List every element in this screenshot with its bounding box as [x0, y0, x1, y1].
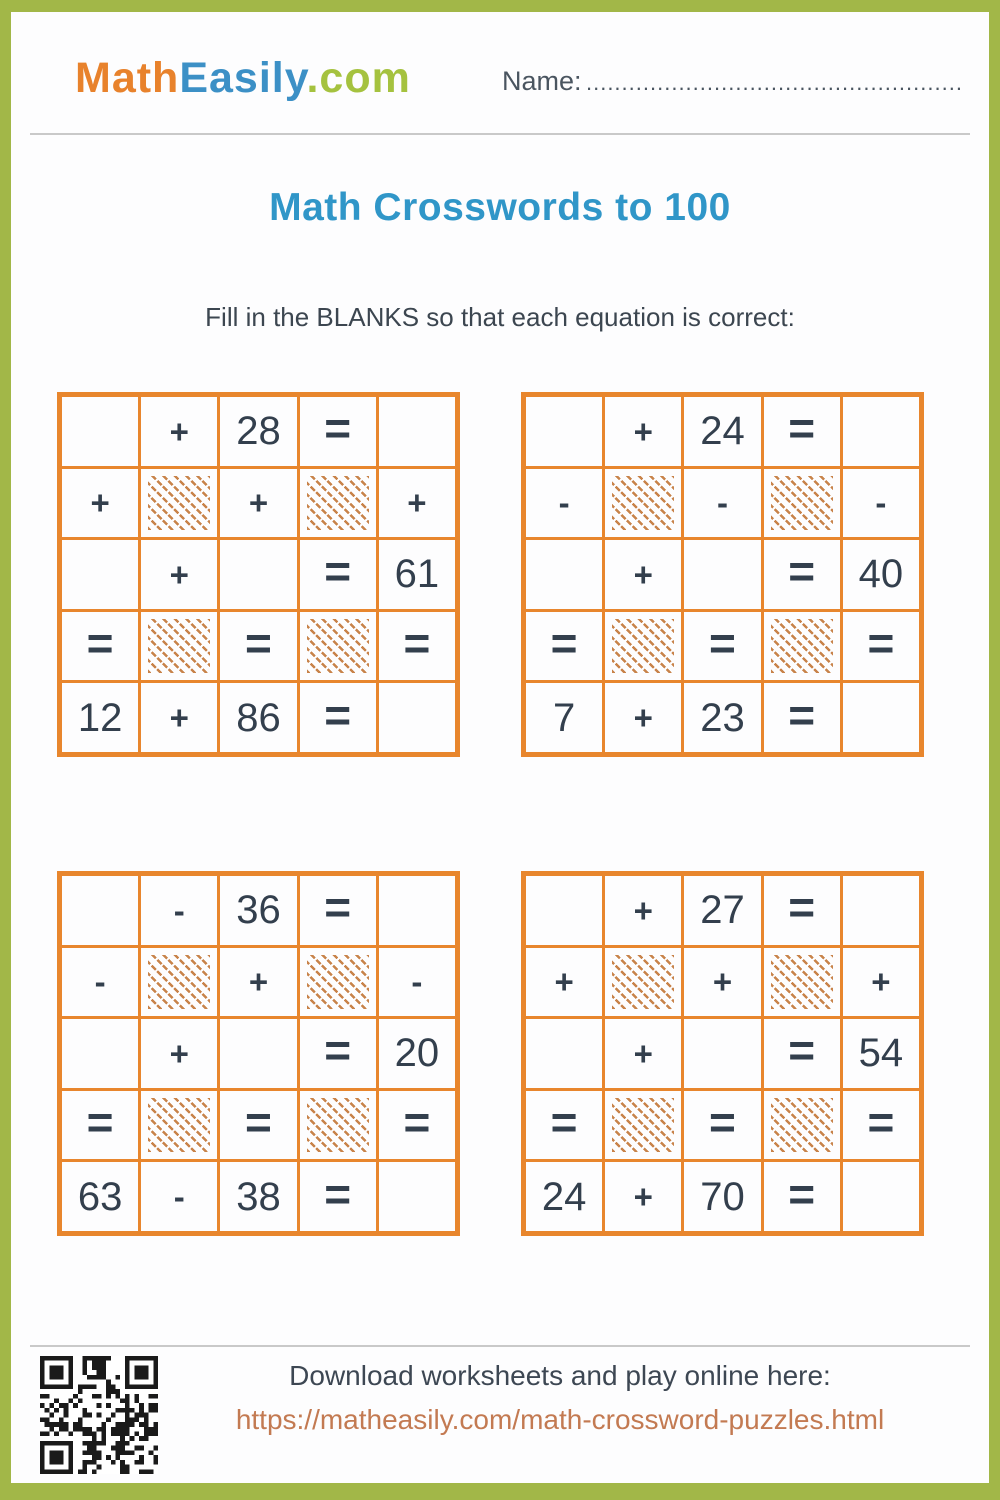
equals-cell: = [220, 1091, 296, 1160]
hatched-cell [300, 612, 376, 681]
hatched-cell [764, 948, 840, 1017]
number-cell: 7 [526, 683, 602, 752]
qr-code [40, 1356, 158, 1474]
equals-cell: = [220, 612, 296, 681]
operator-cell: + [605, 1162, 681, 1231]
operator-cell: - [141, 1162, 217, 1231]
hatched-cell [141, 469, 217, 538]
name-field [502, 66, 963, 97]
operator-cell: - [141, 876, 217, 945]
equals-cell: = [300, 1162, 376, 1231]
operator-cell: + [220, 469, 296, 538]
hatched-cell [141, 612, 217, 681]
answer-cell[interactable] [526, 540, 602, 609]
operator-cell: + [843, 948, 919, 1017]
footer-download-text: Download worksheets and play online here: [289, 1360, 831, 1391]
answer-cell[interactable] [684, 540, 760, 609]
number-cell: 86 [220, 683, 296, 752]
number-cell: 23 [684, 683, 760, 752]
hatched-cell [605, 1091, 681, 1160]
operator-cell: + [141, 540, 217, 609]
operator-cell: + [605, 540, 681, 609]
hatched-cell [764, 469, 840, 538]
answer-cell[interactable] [526, 1019, 602, 1088]
instruction-text: Fill in the BLANKS so that each equation is correct: [205, 302, 795, 332]
hatched-cell [300, 469, 376, 538]
equals-cell: = [764, 1019, 840, 1088]
hatched-cell [300, 1091, 376, 1160]
number-cell: 28 [220, 397, 296, 466]
answer-cell[interactable] [379, 683, 455, 752]
equals-cell: = [764, 1162, 840, 1231]
equals-cell: = [843, 612, 919, 681]
answer-cell[interactable] [526, 876, 602, 945]
equals-cell: = [379, 612, 455, 681]
answer-cell[interactable] [379, 876, 455, 945]
equals-cell: = [300, 1019, 376, 1088]
crossword-grid-3 [57, 871, 460, 1236]
operator-cell: + [379, 469, 455, 538]
equals-cell: = [764, 876, 840, 945]
operator-cell: + [141, 1019, 217, 1088]
operator-cell: + [605, 683, 681, 752]
answer-cell[interactable] [526, 397, 602, 466]
hatched-cell [141, 1091, 217, 1160]
number-cell: 12 [62, 683, 138, 752]
answer-cell[interactable] [843, 397, 919, 466]
crossword-grid-2 [521, 392, 924, 757]
equals-cell: = [526, 612, 602, 681]
operator-cell: + [141, 397, 217, 466]
operator-cell: - [379, 948, 455, 1017]
answer-cell[interactable] [843, 876, 919, 945]
footer-divider [30, 1345, 970, 1347]
answer-cell[interactable] [379, 397, 455, 466]
equals-cell: = [62, 612, 138, 681]
site-logo [75, 54, 411, 103]
answer-cell[interactable] [379, 1162, 455, 1231]
number-cell: 24 [526, 1162, 602, 1231]
equals-cell: = [300, 397, 376, 466]
answer-cell[interactable] [220, 1019, 296, 1088]
header-divider [30, 133, 970, 135]
number-cell: 54 [843, 1019, 919, 1088]
hatched-cell [764, 612, 840, 681]
number-cell: 40 [843, 540, 919, 609]
number-cell: 24 [684, 397, 760, 466]
name-dots-line: ..................................................... [585, 70, 963, 95]
equals-cell: = [300, 876, 376, 945]
equals-cell: = [684, 1091, 760, 1160]
number-cell: 63 [62, 1162, 138, 1231]
equals-cell: = [764, 540, 840, 609]
equals-cell: = [300, 540, 376, 609]
operator-cell: + [526, 948, 602, 1017]
operator-cell: + [684, 948, 760, 1017]
hatched-cell [605, 469, 681, 538]
number-cell: 70 [684, 1162, 760, 1231]
hatched-cell [764, 1091, 840, 1160]
operator-cell: - [62, 948, 138, 1017]
number-cell: 38 [220, 1162, 296, 1231]
operator-cell: - [526, 469, 602, 538]
answer-cell[interactable] [843, 683, 919, 752]
hatched-cell [605, 612, 681, 681]
answer-cell[interactable] [62, 876, 138, 945]
crossword-grid-1 [57, 392, 460, 757]
logo-part-easily: Easily [179, 54, 307, 102]
answer-cell[interactable] [62, 540, 138, 609]
equals-cell: = [684, 612, 760, 681]
logo-part-dotcom: .com [306, 54, 411, 102]
qr-code-image [40, 1356, 158, 1474]
equals-cell: = [62, 1091, 138, 1160]
operator-cell: + [605, 397, 681, 466]
operator-cell: - [684, 469, 760, 538]
answer-cell[interactable] [62, 1019, 138, 1088]
operator-cell: + [62, 469, 138, 538]
answer-cell[interactable] [843, 1162, 919, 1231]
equals-cell: = [764, 683, 840, 752]
equals-cell: = [379, 1091, 455, 1160]
hatched-cell [300, 948, 376, 1017]
hatched-cell [605, 948, 681, 1017]
footer-url-link[interactable]: https://matheasily.com/math-crossword-puzzles.html [235, 1404, 885, 1435]
logo-part-math: Math [75, 54, 180, 102]
answer-cell[interactable] [62, 397, 138, 466]
operator-cell: + [605, 876, 681, 945]
page-title: Math Crosswords to 100 [269, 186, 731, 229]
operator-cell: + [605, 1019, 681, 1088]
equals-cell: = [526, 1091, 602, 1160]
equals-cell: = [843, 1091, 919, 1160]
hatched-cell [141, 948, 217, 1017]
footer-text-block [170, 1360, 950, 1436]
number-cell: 61 [379, 540, 455, 609]
number-cell: 36 [220, 876, 296, 945]
operator-cell: + [220, 948, 296, 1017]
name-label: Name: [502, 66, 582, 96]
number-cell: 27 [684, 876, 760, 945]
answer-cell[interactable] [220, 540, 296, 609]
equals-cell: = [764, 397, 840, 466]
equals-cell: = [300, 683, 376, 752]
crossword-grid-4 [521, 871, 924, 1236]
number-cell: 20 [379, 1019, 455, 1088]
answer-cell[interactable] [684, 1019, 760, 1088]
operator-cell: + [141, 683, 217, 752]
operator-cell: - [843, 469, 919, 538]
